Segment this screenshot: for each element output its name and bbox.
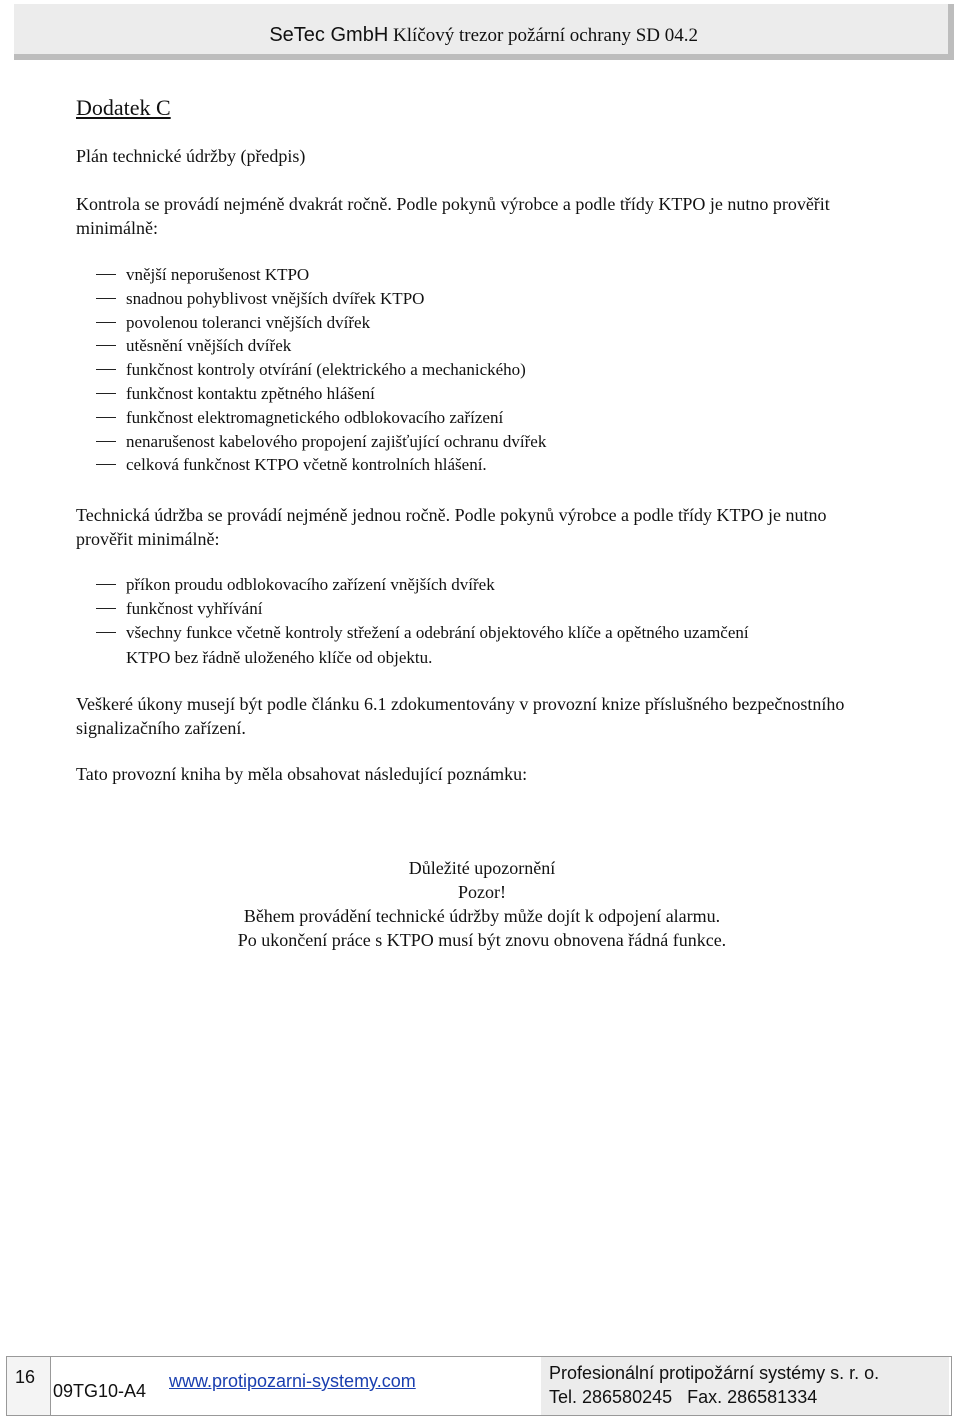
- maintenance-intro-line2: prověřit minimálně:: [76, 529, 220, 549]
- page-header: [14, 4, 954, 60]
- list-item: vnější neporušenost KTPO: [96, 263, 546, 287]
- inspection-intro-line2: minimálně:: [76, 218, 158, 238]
- list-item: funkčnost kontaktu zpětného hlášení: [96, 382, 546, 406]
- company-box: [541, 1357, 949, 1415]
- page-number-box: [7, 1357, 51, 1415]
- header-brand: SeTec GmbH: [269, 24, 389, 46]
- header-title: Klíčový trezor požární ochrany SD 04.2: [393, 25, 698, 46]
- page-footer: [6, 1356, 952, 1416]
- list-item: snadnou pohyblivost vnějších dvířek KTPO: [96, 287, 546, 311]
- plan-title: Plán technické údržby (předpis): [76, 146, 306, 166]
- maintenance-item3-continuation: KTPO bez řádně uloženého klíče od objektu.: [126, 648, 433, 667]
- notice-line2: Po ukončení práce s KTPO musí být znovu obnovena řádná funkce.: [237, 930, 727, 950]
- records-line1: Veškeré úkony musejí být podle článku 6.1 zdokumentovány v provozní knize příslušného bezpečnostního: [76, 694, 845, 714]
- page-number: 16: [15, 1367, 36, 1387]
- list-item: všechny funkce včetně kontroly střežení a odebrání objektového klíče a opětného uzamčení: [96, 621, 749, 645]
- list-item: funkčnost elektromagnetického odblokovacího zařízení: [96, 406, 546, 430]
- maintenance-intro-line1: Technická údržba se provádí nejméně jednou ročně. Podle pokynů výrobce a podle třídy KTPO je nutno: [76, 505, 827, 525]
- notice-warning: Pozor!: [458, 882, 506, 902]
- maintenance-list: [96, 573, 749, 645]
- list-item: nenarušenost kabelového propojení zajišťující ochranu dvířek: [96, 430, 546, 454]
- inspection-list: [96, 263, 546, 477]
- appendix-title: Dodatek C: [76, 95, 171, 120]
- list-item: funkčnost kontroly otvírání (elektrického a mechanického): [96, 358, 546, 382]
- company-name: Profesionální protipožární systémy s. r. o.: [549, 1363, 880, 1383]
- website-link[interactable]: www.protipozarni-systemy.com: [169, 1371, 416, 1391]
- notice-title: Důležité upozornění: [408, 858, 556, 878]
- logbook-note: Tato provozní kniha by měla obsahovat následující poznámku:: [76, 764, 528, 784]
- company-contact: Tel. 286580245 Fax. 286581334: [549, 1387, 818, 1407]
- list-item: celková funkčnost KTPO včetně kontrolních hlášení.: [96, 453, 546, 477]
- inspection-intro-line1: Kontrola se provádí nejméně dvakrát ročně. Podle pokynů výrobce a podle třídy KTPO je nutno prověřit: [76, 194, 830, 214]
- header-text: [269, 24, 698, 47]
- list-item: funkčnost vyhřívání: [96, 597, 749, 621]
- doc-code: 09TG10-A4: [53, 1381, 147, 1401]
- notice-line1: Během provádění technické údržby může dojít k odpojení alarmu.: [243, 906, 721, 926]
- list-item: povolenou toleranci vnějších dvířek: [96, 311, 546, 335]
- notice-block: [76, 856, 888, 952]
- records-line2: signalizačního zařízení.: [76, 718, 246, 738]
- list-item: příkon proudu odblokovacího zařízení vnějších dvířek: [96, 573, 749, 597]
- list-item: utěsnění vnějších dvířek: [96, 334, 546, 358]
